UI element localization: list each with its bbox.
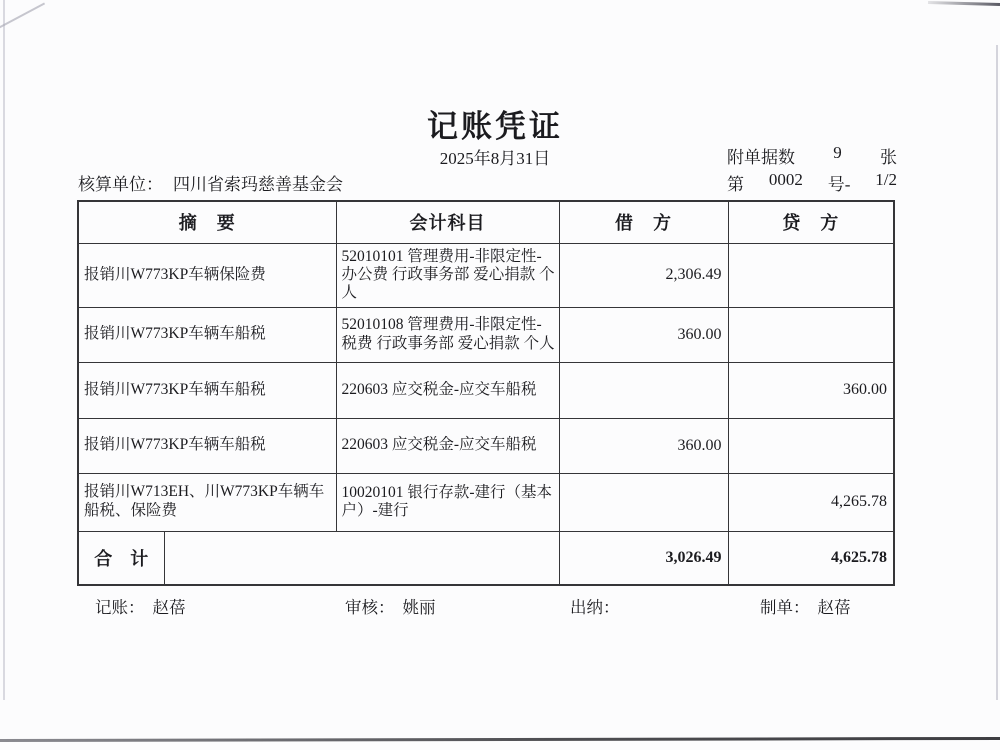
debit-cell	[559, 362, 728, 418]
voucher-page: 1/2	[875, 170, 897, 189]
debit-cell	[559, 473, 728, 531]
voucher-table	[77, 200, 895, 586]
bookkeeper-name: 赵蓓	[152, 598, 186, 617]
table-row	[78, 307, 894, 362]
attachment-unit: 张	[880, 148, 897, 167]
accounting-unit-row	[78, 170, 343, 195]
reviewer-name: 姚丽	[402, 598, 436, 617]
table-row	[78, 418, 894, 473]
voucher-no-suffix: 号-	[827, 175, 851, 194]
header-summary: 摘 要	[78, 201, 336, 243]
total-credit: 4,625.78	[728, 531, 894, 585]
header-debit: 借 方	[559, 201, 728, 243]
account-cell: 10020101 银行存款-建行（基本户）-建行	[336, 473, 559, 531]
account-cell: 220603 应交税金-应交车船税	[336, 418, 559, 473]
header-account: 会计科目	[336, 201, 559, 243]
preparer-signature	[760, 594, 851, 618]
voucher-number-row	[727, 170, 897, 195]
credit-cell	[728, 307, 894, 362]
reviewer-label: 审核：	[345, 598, 395, 617]
table-header-row	[78, 201, 894, 243]
table-row	[78, 243, 894, 307]
paper-edge-right	[996, 45, 998, 700]
summary-cell: 报销川W713EH、川W773KP车辆车船税、保险费	[78, 473, 336, 531]
summary-cell: 报销川W773KP车辆车船税	[78, 307, 336, 362]
cashier-label: 出纳：	[570, 598, 620, 617]
credit-cell: 4,265.78	[728, 473, 894, 531]
credit-cell	[728, 243, 894, 307]
total-debit: 3,026.49	[559, 531, 728, 585]
account-cell: 52010108 管理费用-非限定性-税费 行政事务部 爱心捐款 个人	[336, 307, 559, 362]
table-row	[78, 473, 894, 531]
summary-cell: 报销川W773KP车辆保险费	[78, 243, 336, 307]
voucher-no-prefix: 第	[727, 175, 744, 194]
voucher-date: 2025年8月31日	[439, 149, 551, 168]
bookkeeper-label: 记账：	[95, 598, 145, 617]
summary-cell: 报销川W773KP车辆车船税	[78, 418, 336, 473]
summary-cell: 报销川W773KP车辆车船税	[78, 362, 336, 418]
total-label: 合 计	[78, 531, 164, 585]
credit-cell	[728, 418, 894, 473]
debit-cell: 360.00	[559, 418, 728, 473]
account-cell: 220603 应交税金-应交车船税	[336, 362, 559, 418]
attachment-label: 附单据数	[727, 148, 795, 167]
table-row	[78, 362, 894, 418]
bookkeeper-signature	[95, 594, 186, 618]
reviewer-signature	[345, 594, 436, 618]
total-row	[78, 531, 894, 585]
preparer-label: 制单：	[760, 598, 810, 617]
debit-cell: 2,306.49	[559, 243, 728, 307]
cashier-signature	[570, 594, 628, 618]
credit-cell: 360.00	[728, 362, 894, 418]
preparer-name: 赵蓓	[817, 598, 851, 617]
account-cell: 52010101 管理费用-非限定性-办公费 行政事务部 爱心捐款 个人	[336, 243, 559, 307]
debit-cell: 360.00	[559, 307, 728, 362]
accounting-unit-name: 四川省索玛慈善基金会	[173, 175, 343, 194]
attachment-count-row	[727, 143, 897, 168]
total-empty-cell	[164, 531, 559, 585]
header-credit: 贷 方	[728, 201, 894, 243]
accounting-unit-label: 核算单位：	[78, 175, 163, 194]
paper-corner-top-left	[0, 3, 45, 32]
voucher-no-value: 0002	[768, 170, 803, 189]
paper-corner-top-right	[928, 1, 1000, 6]
attachment-count: 9	[833, 143, 842, 162]
paper-edge-bottom	[0, 737, 1000, 742]
voucher-title: 记账凭证	[427, 109, 563, 144]
